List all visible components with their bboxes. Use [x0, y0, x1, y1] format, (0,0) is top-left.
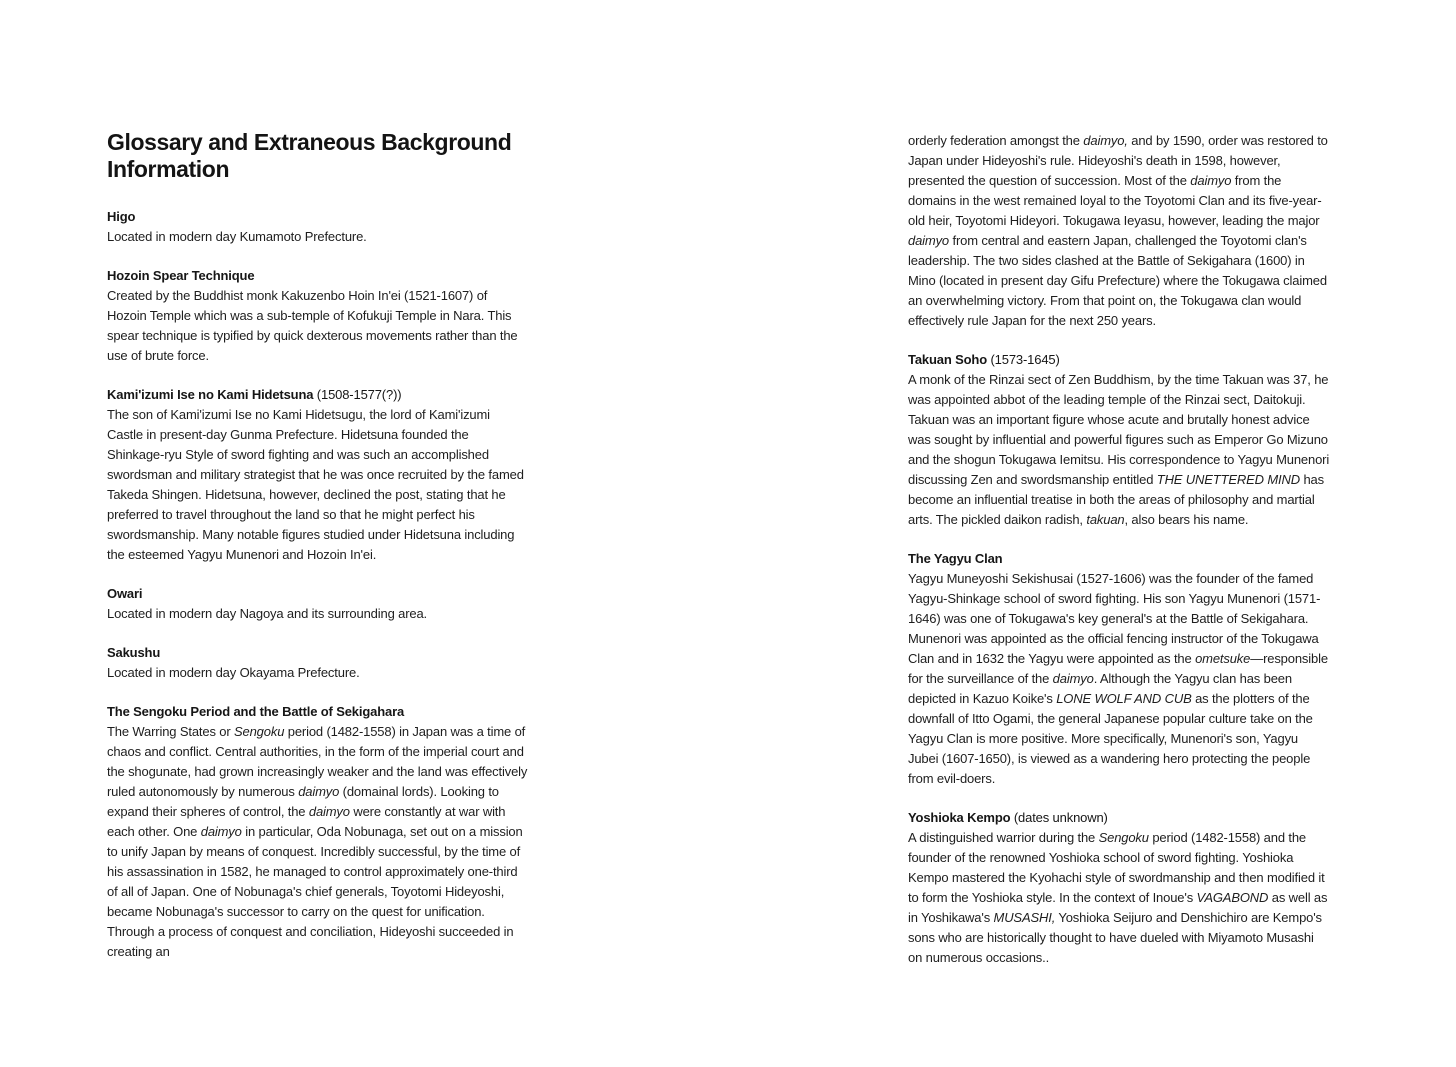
text-run: A distinguished warrior during the [908, 830, 1099, 845]
glossary-entry [107, 643, 529, 683]
glossary-entry [107, 207, 529, 247]
entry-term: Owari [107, 586, 143, 601]
entry-term: The Sengoku Period and the Battle of Sekigahara [107, 704, 405, 719]
italic-text-run: takuan [1086, 512, 1125, 527]
glossary-entry [107, 385, 529, 565]
entry-body [107, 663, 529, 683]
text-run: Yoshioka Seijuro and Denshichiro are Kempo's sons who are historically thought to have dueled with Miyamoto Musashi on numerous occasions.. [908, 910, 1322, 965]
italic-text-run: daimyo [200, 824, 242, 839]
text-run: has become an influential treatise in both the areas of philosophy and martial arts. The pickled daikon radish, [908, 472, 1324, 527]
text-run: Located in modern day Kumamoto Prefecture. [107, 229, 367, 244]
glossary-entry [107, 584, 529, 624]
glossary-entry [107, 266, 529, 366]
text-run: . Although the Yagyu clan has been depicted in Kazuo Koike's [908, 671, 1292, 706]
entry-term: Sakushu [107, 645, 161, 660]
entry-body [107, 604, 529, 624]
glossary-entry [908, 549, 1330, 789]
text-run: (domainal lords). Looking to expand their spheres of control, the [107, 784, 499, 819]
text-run: as the plotters of the downfall of Itto Ogami, the general Japanese popular culture take on the Yagyu Clan is more positive. More specifically, Munenori's son, Yagyu Jubei (1607-1650), is viewed as a wandering hero protecting the people from evil-doers. [908, 691, 1313, 786]
entry-term: Takuan Soho [908, 352, 988, 367]
text-run: from the domains in the west remained loyal to the Toyotomi Clan and its five-year-old heir, Toyotomi Hideyori. Tokugawa Ieyasu, however, leading the major [908, 173, 1322, 228]
document-page-left [107, 0, 529, 981]
text-run: The son of Kami'izumi Ise no Kami Hidetsugu, the lord of Kami'izumi Castle in present-day Gunma Prefecture. Hidetsuna founded the Shinkage-ryu Style of sword fighting and was such an accomplished swordsman and military strategist that he was once recruited by the famed Takeda Shingen. Hidetsuna, however, declined the post, stating that he preferred to travel throughout the land so that he might perfect his swordsmanship. Many notable figures studied under Hidetsuna including the esteemed Yagyu Munenori and Hozoin In'ei. [107, 407, 524, 562]
text-run: period (1482-1558) in Japan was a time of chaos and conflict. Central authorities, in the form of the imperial court and the shogunate, had grown increasingly weaker and the land was effectively ruled autonomously by numerous [107, 724, 528, 799]
entry-term: Hozoin Spear Technique [107, 268, 255, 283]
entry-body [908, 828, 1330, 968]
glossary-entry [107, 702, 529, 962]
italic-text-run: daimyo [908, 233, 950, 248]
text-run: were constantly at war with each other. One [107, 804, 506, 839]
entry-term: Higo [107, 209, 136, 224]
text-run: as well as in Yoshikawa's [908, 890, 1328, 925]
italic-text-run: daimyo [298, 784, 340, 799]
entry-term: Yoshioka Kempo [908, 810, 1011, 825]
text-run: A monk of the Rinzai sect of Zen Buddhism, by the time Takuan was 37, he was appointed abbot of the leading temple of the Rinzai sect, Daitokuji. Takuan was an important figure whose acute and brutally honest advice was sought by influential and powerful figures such as Emperor Go Mizuno and the shogun Tokugawa Iemitsu. His correspondence to Yagyu Munenori discussing Zen and swordsmanship entitled [908, 372, 1330, 487]
entry-dates: (1573-1645) [987, 352, 1060, 367]
entry-term: The Yagyu Clan [908, 551, 1003, 566]
document-page-right [908, 0, 1330, 987]
italic-text-run: LONE WOLF AND CUB [1056, 691, 1192, 706]
glossary-entry [908, 808, 1330, 968]
text-run: and by 1590, order was restored to Japan under Hideyoshi's rule. Hideyoshi's death in 1598, however, presented the question of succession. Most of the [908, 133, 1328, 188]
text-run: The Warring States or [107, 724, 234, 739]
continuation-paragraph [908, 131, 1330, 331]
text-run: orderly federation amongst the [908, 133, 1084, 148]
text-run: Located in modern day Nagoya and its surrounding area. [107, 606, 427, 621]
italic-text-run: daimyo [1052, 671, 1094, 686]
italic-text-run: THE UNETTERED MIND [1156, 472, 1300, 487]
italic-text-run: Sengoku [1098, 830, 1149, 845]
page-top-margin [908, 0, 1330, 131]
entry-term: Kami'izumi Ise no Kami Hidetsuna [107, 387, 314, 402]
entry-body [908, 569, 1330, 789]
entry-dates: (dates unknown) [1010, 810, 1108, 825]
page-title: Glossary and Extraneous Background Information [107, 129, 512, 182]
italic-text-run: daimyo [1190, 173, 1232, 188]
entry-body [107, 405, 529, 565]
italic-text-run: Sengoku [234, 724, 285, 739]
italic-text-run: VAGABOND [1196, 890, 1269, 905]
entry-body [908, 370, 1330, 530]
entry-body [107, 722, 529, 962]
italic-text-run: ometsuke— [1195, 651, 1264, 666]
text-run: from central and eastern Japan, challenged the Toyotomi clan's leadership. The two sides clashed at the Battle of Sekigahara (1600) in Mino (located in present day Gifu Prefecture) where the Tokugawa claimed an overwhelming victory. From that point on, the Tokugawa clan would effectively rule Japan for the next 250 years. [908, 233, 1327, 328]
entry-dates: (1508-1577(?)) [313, 387, 402, 402]
text-run: in particular, Oda Nobunaga, set out on a mission to unify Japan by means of conquest. Incredibly successful, by the time of his assassination in 1582, he managed to control approximately one-third of all of Japan. One of Nobunaga's chief generals, Toyotomi Hideyoshi, became Nobunaga's successor to carry on the quest for unification. Through a process of conquest and conciliation, Hideyoshi succeeded in creating an [107, 824, 523, 959]
entry-body [107, 227, 529, 247]
italic-text-run: MUSASHI, [993, 910, 1056, 925]
text-run: Located in modern day Okayama Prefecture. [107, 665, 360, 680]
text-run: period (1482-1558) and the founder of the renowned Yoshioka school of sword fighting. Yoshioka Kempo mastered the Kyohachi style of swordmanship and then modified it to form the Yoshioka style. In the context of Inoue's [908, 830, 1325, 905]
text-run: Created by the Buddhist monk Kakuzenbo Hoin In'ei (1521-1607) of Hozoin Temple which was a sub-temple of Kofukuji Temple in Nara. This spear technique is typified by quick dexterous movements rather than the use of brute force. [107, 288, 518, 363]
text-run: Yagyu Muneyoshi Sekishusai (1527-1606) was the founder of the famed Yagyu-Shinkage school of sword fighting. His son Yagyu Munenori (1571-1646) was one of Tokugawa's key general's at the Battle of Sekigahara. Munenori was appointed as the official fencing instructor of the Tokugawa Clan and in 1632 the Yagyu were appointed as the [908, 571, 1321, 666]
text-run: responsible for the surveillance of the [908, 651, 1328, 686]
text-run: , also bears his name. [1124, 512, 1249, 527]
glossary-entry [908, 350, 1330, 530]
italic-text-run: daimyo, [1083, 133, 1128, 148]
italic-text-run: daimyo [308, 804, 350, 819]
entry-body [107, 286, 529, 366]
